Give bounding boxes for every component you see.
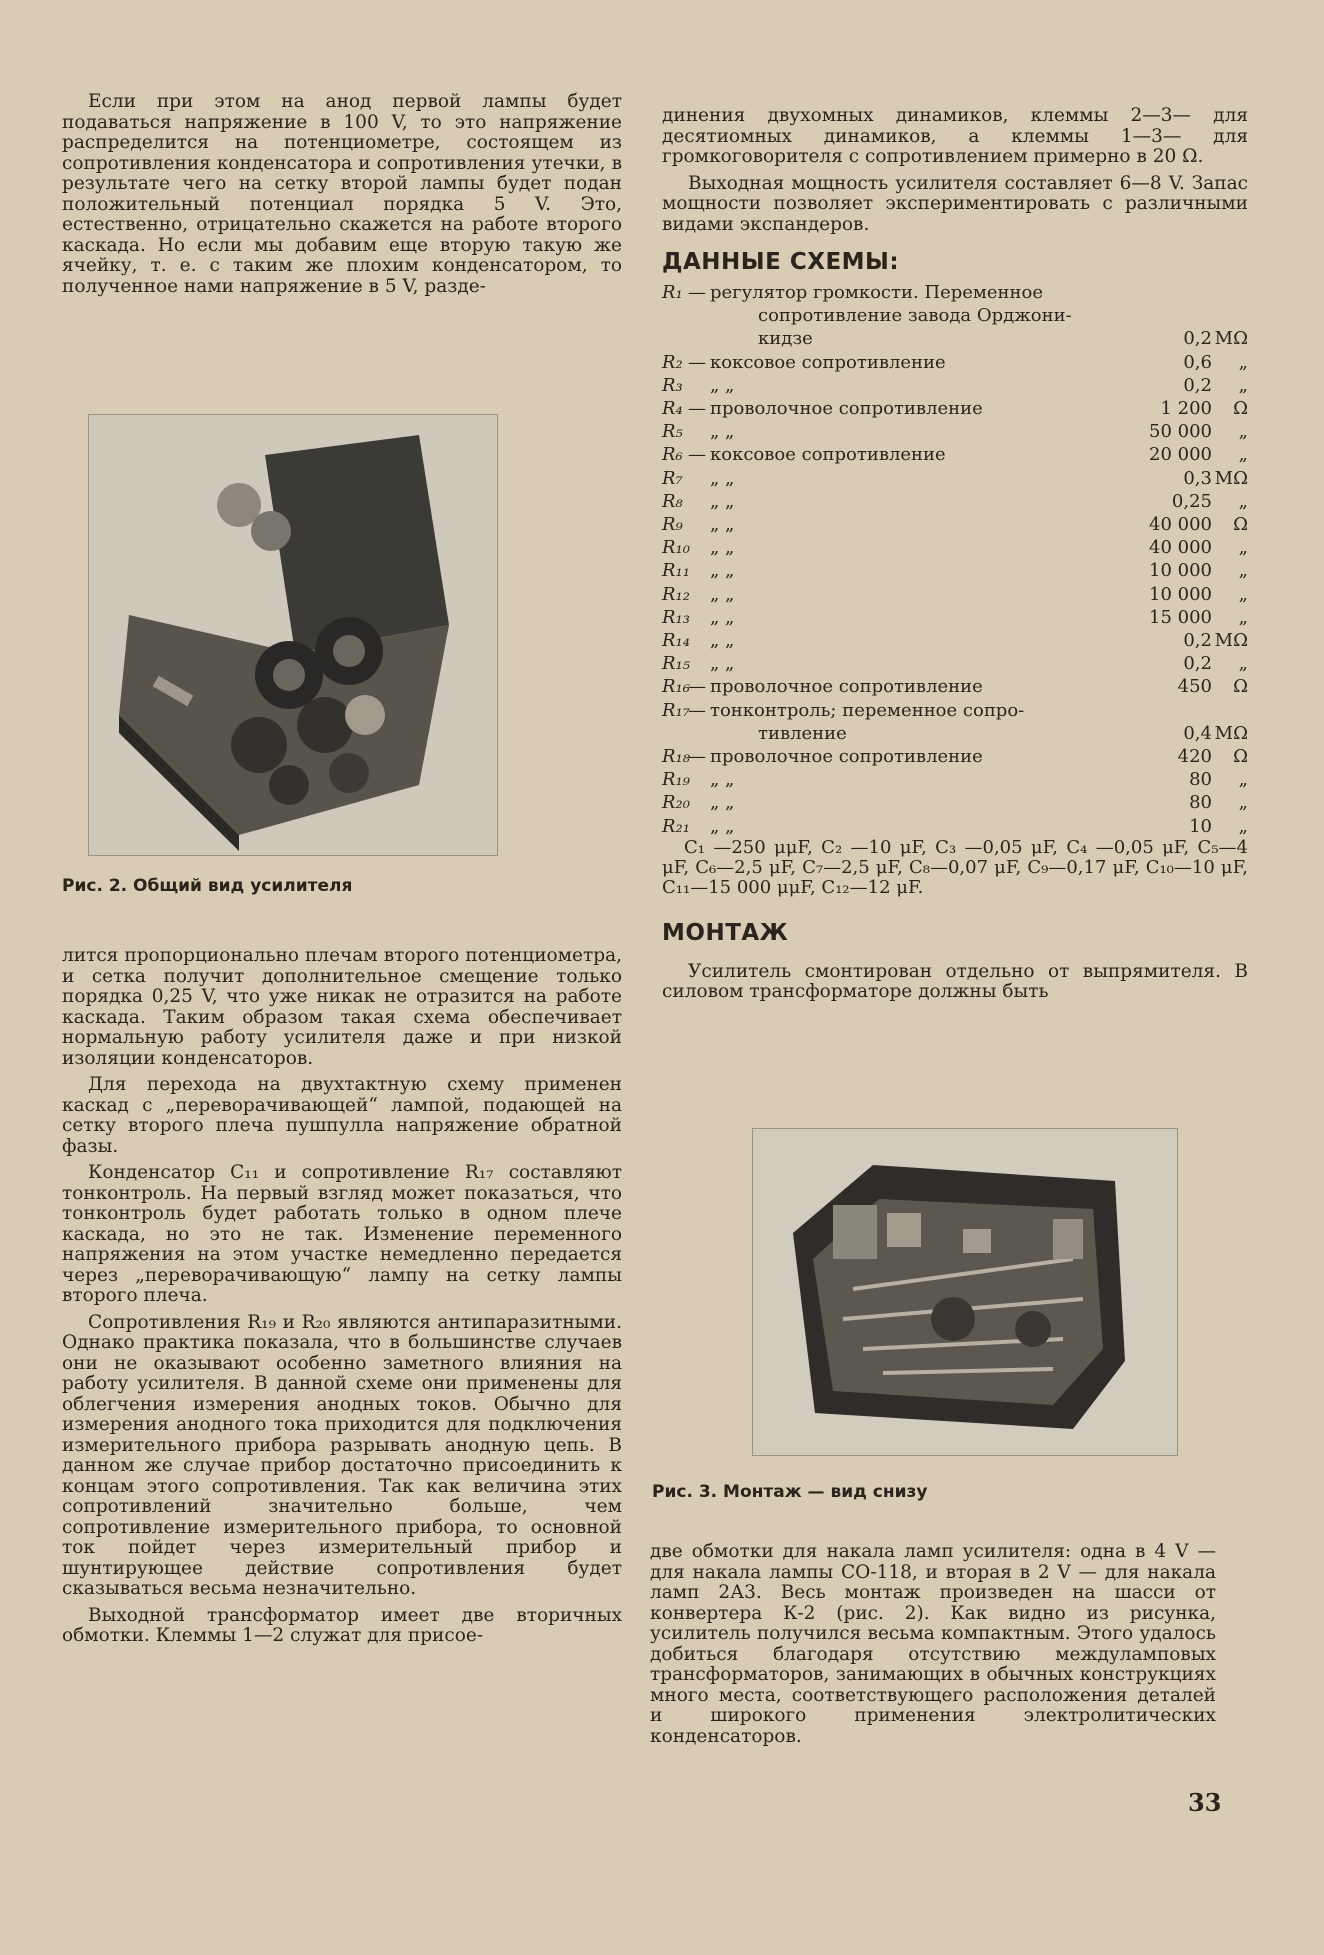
left-paragraph-2: лится пропорционально плечам второго потенциометра, и сетка получит дополнительное смещение только порядка 0,25 V, что уже никак не отразится на работе каскада. Таким образом такая схема обеспечивает нормальную работу усилителя даже и при низкой изоляции конденсаторов. xyxy=(62,945,622,1069)
component-unit: „ xyxy=(1238,444,1248,466)
left-paragraph-6: Выходной трансформатор имеет две вторичных обмотки. Клеммы 1—2 служат для присое- xyxy=(62,1604,622,1646)
component-row xyxy=(662,583,1248,606)
component-dash: — xyxy=(688,282,706,303)
component-unit: „ xyxy=(1238,792,1248,814)
scheme-data-heading: ДАННЫЕ СХЕМЫ: xyxy=(662,249,900,275)
component-value: 420 xyxy=(1177,746,1212,768)
component-row xyxy=(662,629,1248,652)
component-unit: MΩ xyxy=(1214,722,1248,744)
right-column xyxy=(662,106,1248,1003)
component-value: 40 000 xyxy=(1149,514,1212,536)
component-unit: „ xyxy=(1238,583,1248,605)
component-unit: „ xyxy=(1238,769,1248,791)
component-description: „ „ xyxy=(710,374,735,396)
component-row xyxy=(662,467,1248,490)
component-ref: R₁₈ xyxy=(662,746,690,768)
component-ref: R₁₄ xyxy=(662,630,690,652)
component-row xyxy=(662,536,1248,559)
component-unit: Ω xyxy=(1233,746,1248,768)
component-ref: R₁₆ xyxy=(662,676,690,698)
component-value: 0,6 xyxy=(1183,351,1212,373)
left-paragraph-5: Сопротивления R₁₉ и R₂₀ являются антипаразитными. Однако практика показала, что в большинстве случаев они не оказывают особенно заметного влияния на работу усилителя. В данной схеме они применены для облегчения измерения анодных токов. Обычно для измерения анодного тока приходится для подключения измерительного прибора разрывать анодную цепь. В данном же случае прибор достаточно присоединить к концам этого сопротивления. Так как величина этих сопротивлений значительно больше, чем сопротивление измерительного прибора, то основной ток пойдет через измерительный прибор и шунтирующее действие сопротивления будет сказываться весьма незначительно. xyxy=(62,1311,622,1599)
component-value: 40 000 xyxy=(1149,537,1212,559)
figure-2-caption: Рис. 2. Общий вид усилителя xyxy=(62,876,353,896)
component-unit: Ω xyxy=(1233,514,1248,536)
component-description: „ „ xyxy=(710,815,735,837)
component-description: коксовое сопротивление xyxy=(710,444,946,466)
component-value: 10 xyxy=(1189,815,1212,837)
component-row xyxy=(662,397,1248,420)
component-unit: „ xyxy=(1238,351,1248,373)
component-description: „ „ xyxy=(710,560,735,582)
component-dash: — xyxy=(688,351,706,373)
component-ref: R₂₁ xyxy=(662,815,690,837)
component-value: 1 200 xyxy=(1160,398,1212,420)
component-description: проволочное сопротивление xyxy=(710,746,983,768)
component-description: тивление xyxy=(758,722,847,744)
capacitor-list: C₁ —250 μμF, C₂ —10 μF, C₃ —0,05 μF, C₄ —0,05 μF, C₅—4 μF, C₆—2,5 μF, C₇—2,5 μF, C₈—0,07 μF, C₉—0,17 μF, C₁₀—10 μF, C₁₁—15 000 μμF, C₁₂—12 μF. xyxy=(662,836,1248,898)
component-ref: R₅ xyxy=(662,421,683,443)
component-row xyxy=(662,559,1248,582)
component-value: 0,2 xyxy=(1183,374,1212,396)
component-unit: MΩ xyxy=(1214,630,1248,652)
component-value: 450 xyxy=(1177,676,1212,698)
montage-heading: МОНТАЖ xyxy=(662,919,789,946)
component-unit: Ω xyxy=(1233,398,1248,420)
component-ref: R₉ xyxy=(662,514,683,536)
component-row xyxy=(662,374,1248,397)
component-description: „ „ xyxy=(710,583,735,605)
component-ref: R₄ xyxy=(662,398,683,420)
component-ref: R₁ xyxy=(662,282,683,303)
figure-2-amplifier-photo xyxy=(88,414,498,856)
component-description: „ „ xyxy=(710,467,735,489)
right-column-lower xyxy=(650,1542,1216,1747)
component-value: 0,2 xyxy=(1183,630,1212,652)
component-row xyxy=(662,699,1248,722)
component-value: 0,2 xyxy=(1183,328,1212,350)
component-description: „ „ xyxy=(710,653,735,675)
component-description: „ „ xyxy=(710,490,735,512)
component-description: сопротивление завода Орджони- xyxy=(758,305,1072,327)
left-paragraph-4: Конденсатор C₁₁ и сопротивление R₁₇ составляют тонконтроль. На первый взгляд может показаться, что тонконтроль будет работать только в одном плече каскада, но это не так. Изменение переменного напряжения на этом участке немедленно передается через „переворачивающую“ лампу на сетку лампы второго плеча. xyxy=(62,1162,622,1306)
component-description: „ „ xyxy=(710,769,735,791)
component-ref: R₁₁ xyxy=(662,560,690,582)
component-row xyxy=(662,420,1248,443)
left-column-lower xyxy=(62,946,622,1647)
component-row xyxy=(662,304,1248,327)
component-description: „ „ xyxy=(710,421,735,443)
component-ref: R₁₀ xyxy=(662,537,690,559)
component-unit: „ xyxy=(1238,653,1248,675)
component-row xyxy=(662,652,1248,675)
component-row xyxy=(662,351,1248,374)
component-row xyxy=(662,513,1248,536)
component-unit: „ xyxy=(1238,421,1248,443)
component-row xyxy=(662,327,1248,350)
component-unit: „ xyxy=(1238,815,1248,837)
component-unit: Ω xyxy=(1233,676,1248,698)
component-description: коксовое сопротивление xyxy=(710,351,946,373)
component-value: 20 000 xyxy=(1149,444,1212,466)
component-unit: „ xyxy=(1238,606,1248,628)
component-unit: „ xyxy=(1238,374,1248,396)
component-description: регулятор громкости. Переменное xyxy=(710,282,1044,303)
component-ref: R₁₉ xyxy=(662,769,690,791)
component-value: 10 000 xyxy=(1149,560,1212,582)
component-row xyxy=(662,745,1248,768)
left-paragraph-1: Если при этом на анод первой лампы будет подаваться напряжение в 100 V, то это напряжение распределится на потенциометре, состоящем из сопротивления конденсатора и сопротивления утечки, в результате чего на сетку второй лампы будет подан положительный потенциал порядка 5 V. Это, естественно, отрицательно скажется на работе второго каскада. Но если мы добавим еще вторую такую же ячейку, т. е. с таким же плохим конденсатором, то полученное нами напряжение в 5 V, разде- xyxy=(62,91,622,297)
component-ref: R₁₇ xyxy=(662,699,690,721)
left-column xyxy=(62,92,622,297)
component-description: „ „ xyxy=(710,630,735,652)
component-dash: — xyxy=(688,676,706,698)
component-unit: MΩ xyxy=(1214,328,1248,350)
component-value: 0,25 xyxy=(1171,490,1212,512)
component-dash: — xyxy=(688,398,706,420)
component-ref: R₂₀ xyxy=(662,792,690,814)
component-row xyxy=(662,490,1248,513)
component-description: „ „ xyxy=(710,792,735,814)
component-dash: — xyxy=(688,699,706,721)
component-description: „ „ xyxy=(710,514,735,536)
page-number: 33 xyxy=(1188,1788,1222,1817)
component-row xyxy=(662,443,1248,466)
component-description: проволочное сопротивление xyxy=(710,398,983,420)
component-description: проволочное сопротивление xyxy=(710,676,983,698)
right-paragraph-4: две обмотки для накала ламп усилителя: одна в 4 V — для накала лампы СО-118, и вторая в 2 V — для накала ламп 2А3. Весь монтаж произведен на шасси от конвертера К-2 (рис. 2). Как видно из рисунка, усилитель получился весьма компактным. Этого удалось добиться благодаря отсутствию междуламповых трансформаторов, занимающих в обычных конструкциях много места, соответствующего расположения деталей и широкого применения электролитических конденсаторов. xyxy=(650,1541,1216,1747)
component-row xyxy=(662,722,1248,745)
component-description: кидзе xyxy=(758,328,813,350)
component-value: 15 000 xyxy=(1149,606,1212,628)
component-description: „ „ xyxy=(710,537,735,559)
component-value: 10 000 xyxy=(1149,583,1212,605)
component-description: тонконтроль; переменное сопро- xyxy=(710,699,1025,721)
component-description: „ „ xyxy=(710,606,735,628)
figure-3-caption: Рис. 3. Монтаж — вид снизу xyxy=(652,1482,928,1502)
component-unit: „ xyxy=(1238,560,1248,582)
figure-3-montage-photo xyxy=(752,1128,1178,1456)
amplifier-general-view-illustration xyxy=(89,415,497,855)
component-row xyxy=(662,606,1248,629)
component-ref: R₁₅ xyxy=(662,653,690,675)
component-dash: — xyxy=(688,444,706,466)
components-list xyxy=(662,281,1248,838)
component-ref: R₂ xyxy=(662,351,683,373)
component-row xyxy=(662,281,1248,304)
component-unit: MΩ xyxy=(1214,467,1248,489)
component-ref: R₇ xyxy=(662,467,683,489)
component-value: 80 xyxy=(1189,769,1212,791)
component-ref: R₁₃ xyxy=(662,606,690,628)
component-value: 0,4 xyxy=(1183,722,1212,744)
right-paragraph-1: динения двухомных динамиков, клеммы 2—3— для десятиомных динамиков, а клеммы 1—3— для громкоговорителя с сопротивлением примерно в 20 Ω. xyxy=(662,105,1248,167)
component-ref: R₃ xyxy=(662,374,683,396)
component-unit: „ xyxy=(1238,537,1248,559)
component-ref: R₁₂ xyxy=(662,583,690,605)
component-row xyxy=(662,768,1248,791)
component-value: 0,2 xyxy=(1183,653,1212,675)
right-paragraph-2: Выходная мощность усилителя составляет 6—8 V. Запас мощности позволяет экспериментировать с различными видами экспандеров. xyxy=(662,172,1248,235)
component-row xyxy=(662,815,1248,838)
component-value: 0,3 xyxy=(1183,467,1212,489)
montage-bottom-view-illustration xyxy=(753,1129,1177,1455)
right-paragraph-3: Усилитель смонтирован отдельно от выпрямителя. В силовом трансформаторе должны быть xyxy=(662,960,1248,1003)
component-value: 80 xyxy=(1189,792,1212,814)
component-row xyxy=(662,675,1248,698)
component-row xyxy=(662,791,1248,814)
left-paragraph-3: Для перехода на двухтактную схему применен каскад с „переворачивающей“ лампой, подающей на сетку второго плеча пушпулла напряжение обратной фазы. xyxy=(62,1074,622,1157)
component-dash: — xyxy=(688,746,706,768)
component-unit: „ xyxy=(1238,490,1248,512)
component-ref: R₈ xyxy=(662,490,683,512)
component-ref: R₆ xyxy=(662,444,683,466)
component-value: 50 000 xyxy=(1149,421,1212,443)
